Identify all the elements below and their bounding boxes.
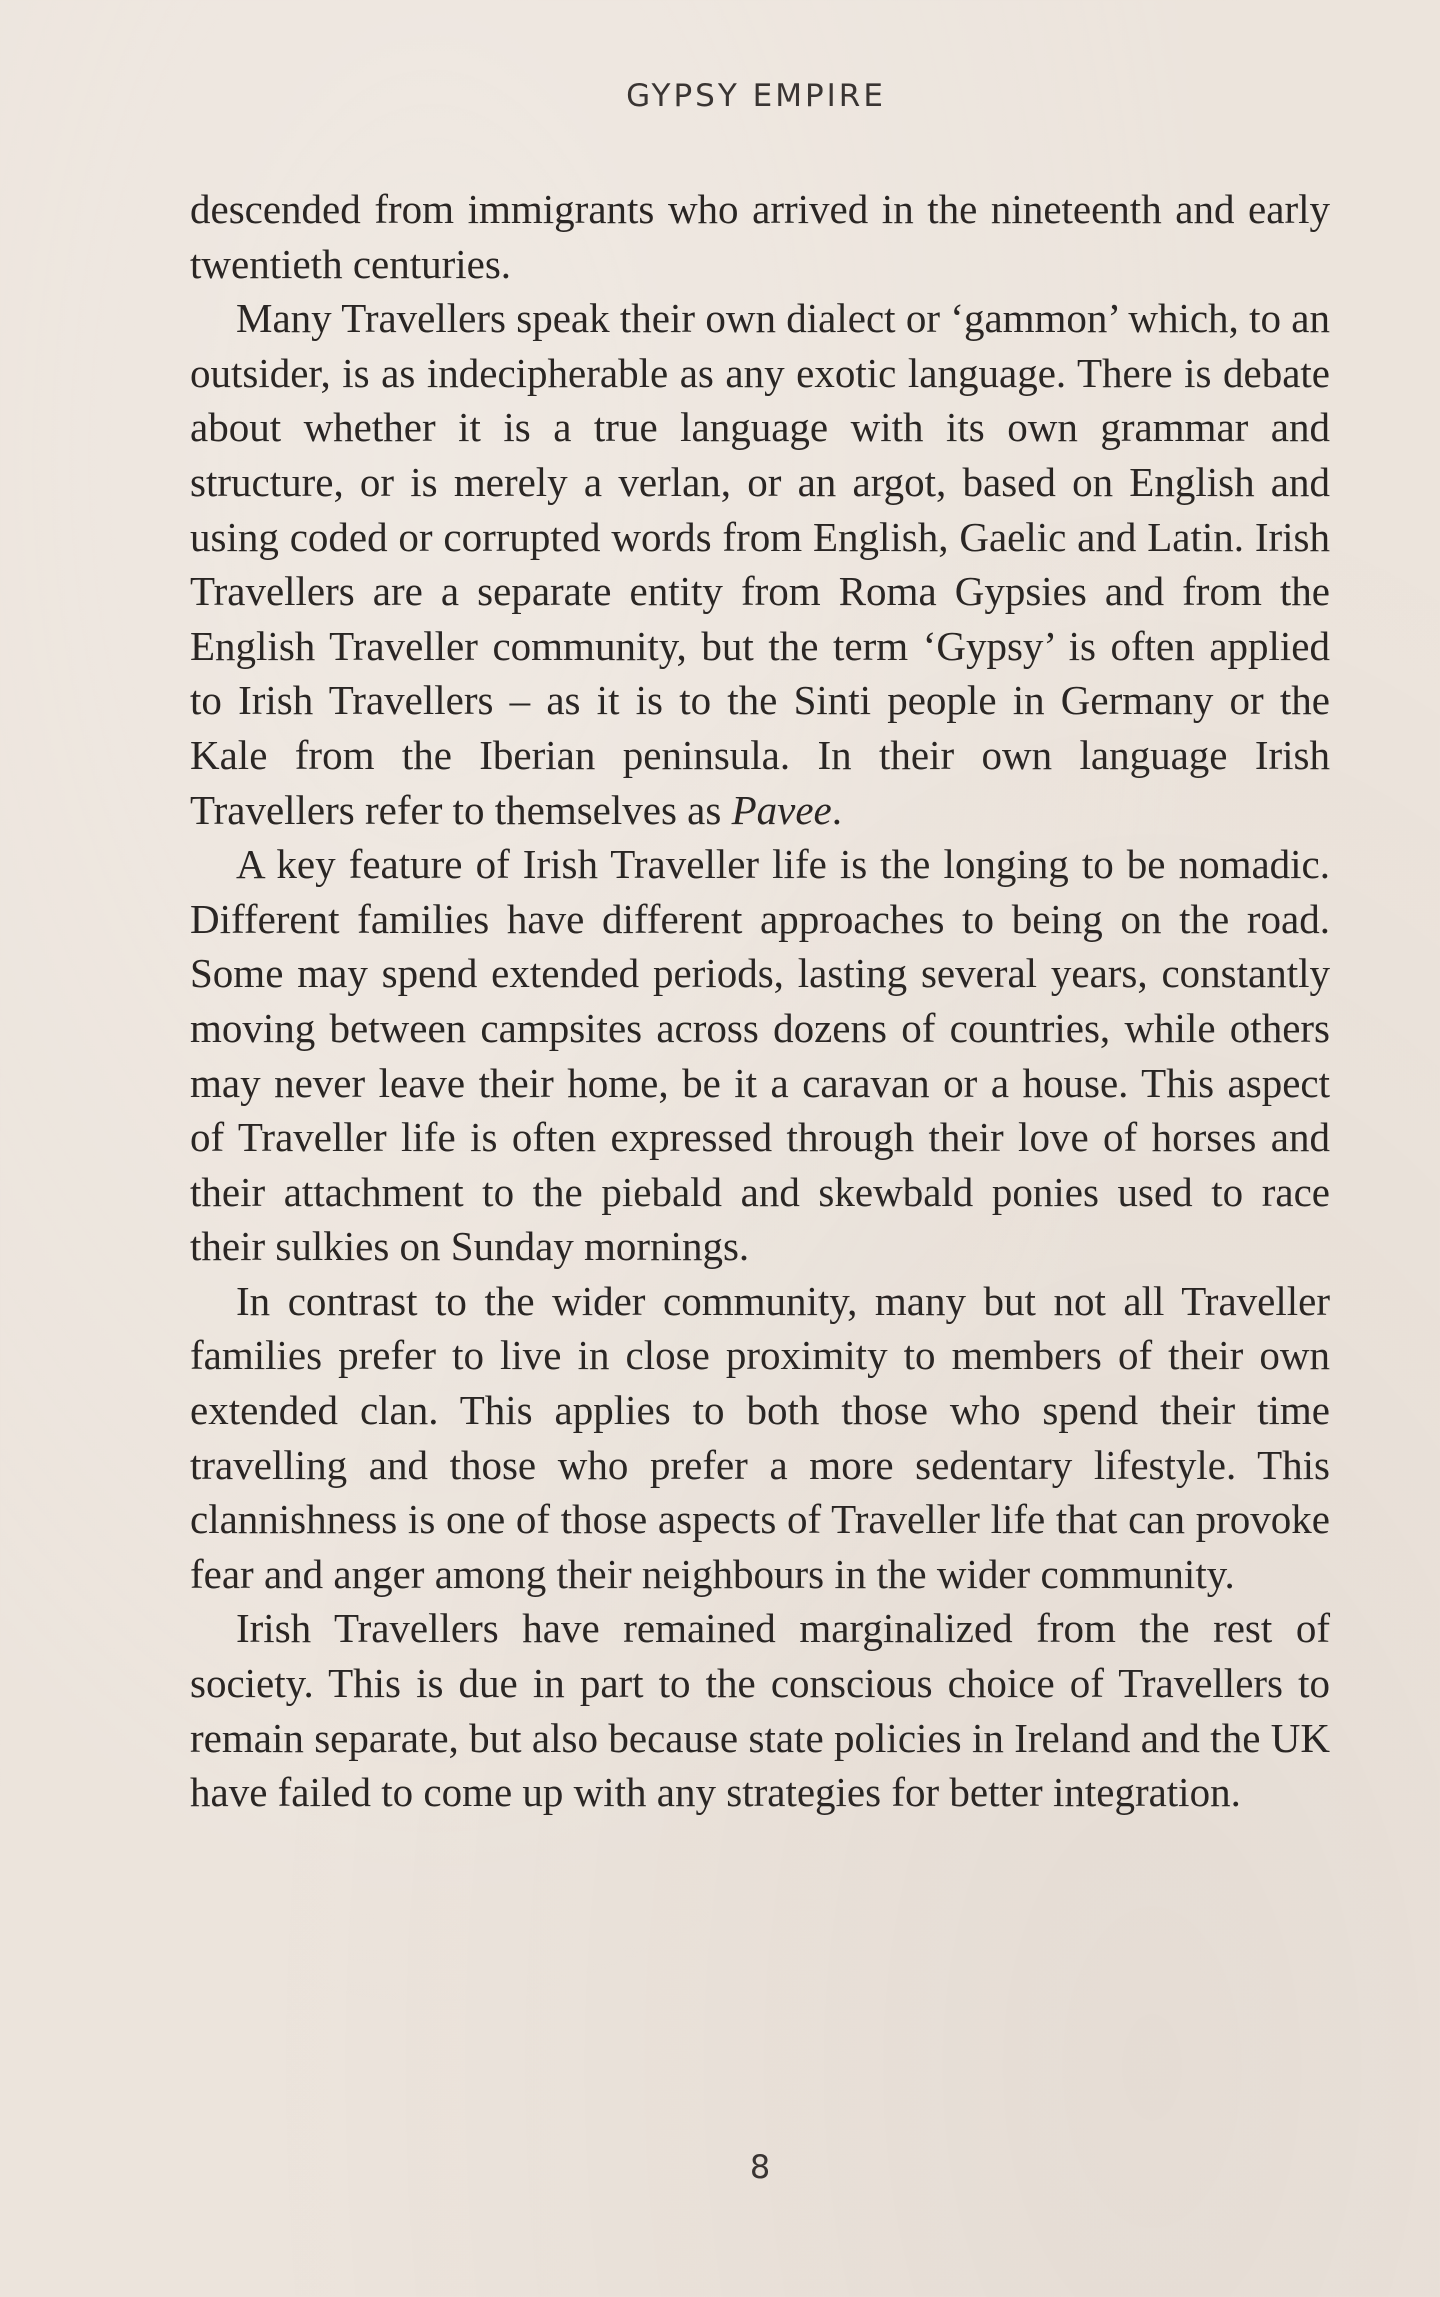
paragraph: Irish Travellers have remained marginalized from the rest of society. This is due in part to the conscious choice of Travellers to remain separate, but also because state policies in Ireland and the UK have failed to come up with any strategies for better integration. [190, 1605, 1330, 1816]
running-head: GYPSY EMPIRE [626, 78, 886, 114]
paragraph: In contrast to the wider community, many but not all Traveller families prefer to live in close proximity to members of their own extended clan. This applies to both those who spend their time travelling and those who prefer a more sedentary lifestyle. This clannishness is one of those aspects of Traveller life that can provoke fear and anger among their neighbours in the wider community. [190, 1277, 1330, 1597]
italic-term: Pavee [731, 786, 832, 833]
paragraph [190, 291, 1330, 837]
body-text [190, 182, 1330, 1820]
paragraph-text: Many Travellers speak their own dialect or ‘gammon’ which, to an outsider, is as indecipherable as any exotic language. There is debate about whether it is a true language with its own grammar and structure, or is merely a verlan, or an argot, based on English and using coded or corrupted words from English, Gaelic and Latin. Irish Travellers are a separate entity from Roma Gypsies and from the English Traveller community, but the term ‘Gypsy’ is often applied to Irish Travellers – as it is to the Sinti people in Germany or the Kale from the Iberian peninsula. In their own language Irish Travellers refer to themselves as [190, 295, 1330, 833]
paragraph-end: . [831, 786, 842, 833]
paragraph: descended from immigrants who arrived in the nineteenth and early twentieth centuries. [190, 186, 1330, 287]
paragraph: A key feature of Irish Traveller life is the longing to be nomadic. Different families have different approaches to being on the road. Some may spend extended periods, lasting several years, constantly moving between campsites across dozens of countries, while others may never leave their home, be it a caravan or a house. This aspect of Traveller life is often expressed through their love of horses and their attachment to the piebald and skewbald ponies used to race their sulkies on Sunday mornings. [190, 841, 1330, 1270]
page-number: 8 [749, 2148, 771, 2186]
